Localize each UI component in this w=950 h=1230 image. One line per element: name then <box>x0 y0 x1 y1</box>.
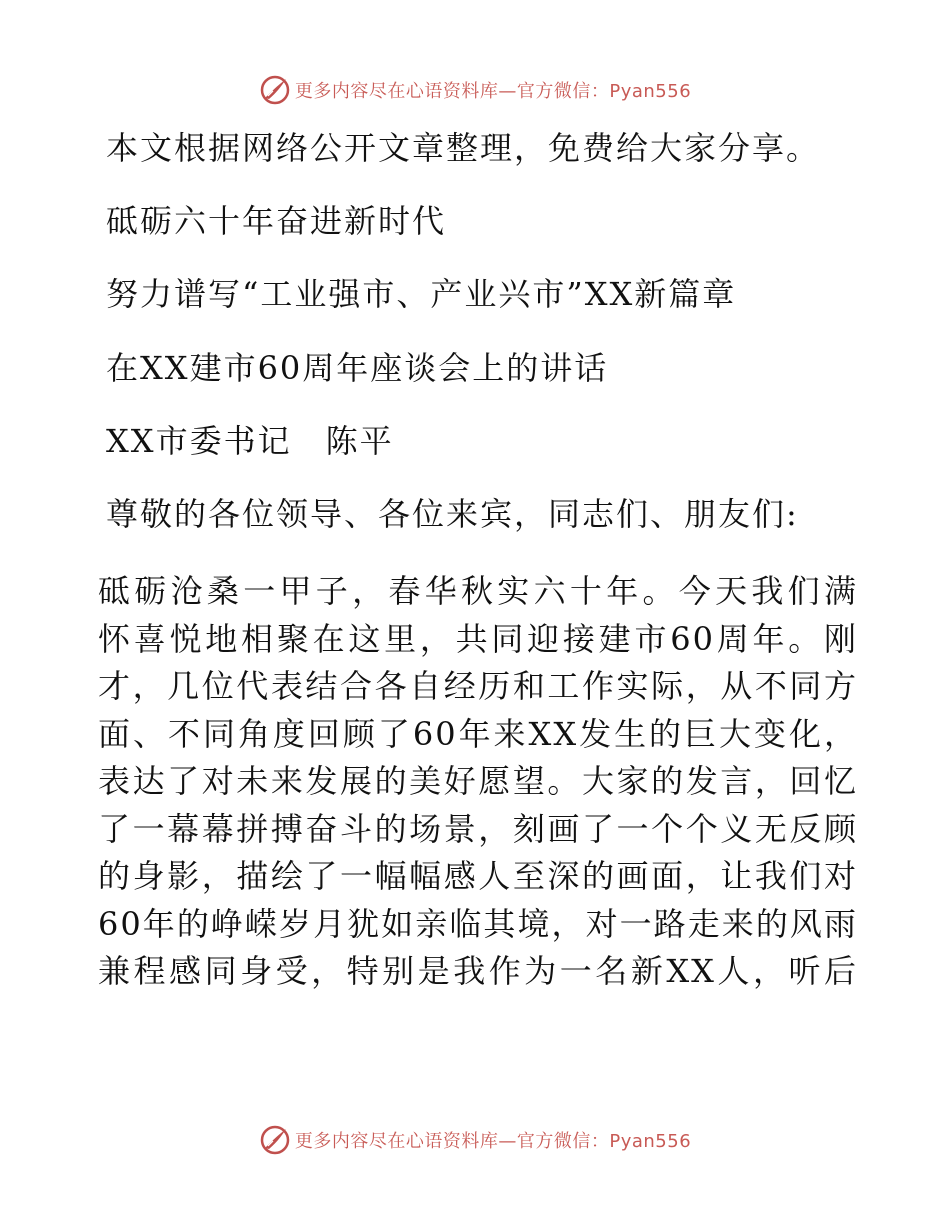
paragraph-line: 60年的峥嵘岁月犹如亲临其境，对一路走来的风雨 <box>98 904 858 943</box>
footer-watermark-banner <box>0 1120 950 1160</box>
paragraph-line: 才，几位代表结合各自经历和工作实际，从不同方 <box>98 667 858 705</box>
footer-watermark-text: 更多内容尽在心语资料库—官方微信：Pyan556 <box>294 1131 692 1152</box>
paragraph-line: 表达了对未来发展的美好愿望。大家的发言，回忆 <box>98 762 858 800</box>
header-watermark-text: 更多内容尽在心语资料库—官方微信：Pyan556 <box>294 81 692 102</box>
paragraph-line: 的身影，描绘了一幅幅感人至深的画面，让我们对 <box>98 857 858 895</box>
quill-logo-icon <box>259 74 291 106</box>
paragraph-line: 面、不同角度回顾了60年来XX发生的巨大变化， <box>98 714 858 753</box>
header-watermark-banner <box>0 70 950 110</box>
paragraph-line: 了一幕幕拼搏奋斗的场景，刻画了一个个义无反顾 <box>98 809 858 848</box>
speech-subtitle: 在XX建市60周年座谈会上的讲话 <box>106 349 609 387</box>
paragraph-line: 兼程感同身受，特别是我作为一名新XX人，听后 <box>98 952 858 990</box>
body-paragraph <box>98 568 858 996</box>
title-line-1: 砥砺六十年奋进新时代 <box>106 202 447 240</box>
author-line: XX市委书记 陈平 <box>106 422 394 460</box>
title-line-2: 努力谱写“工业强市、产业兴市”XX新篇章 <box>106 275 737 313</box>
salutation-line: 尊敬的各位领导、各位来宾，同志们、朋友们: <box>106 495 799 533</box>
paragraph-line: 砥砺沧桑一甲子，春华秋实六十年。今天我们满 <box>98 572 858 610</box>
paragraph-line: 怀喜悦地相聚在这里，共同迎接建市60周年。刚 <box>98 619 858 658</box>
quill-logo-icon <box>259 1124 291 1156</box>
intro-line: 本文根据网络公开文章整理，免费给大家分享。 <box>106 129 821 167</box>
